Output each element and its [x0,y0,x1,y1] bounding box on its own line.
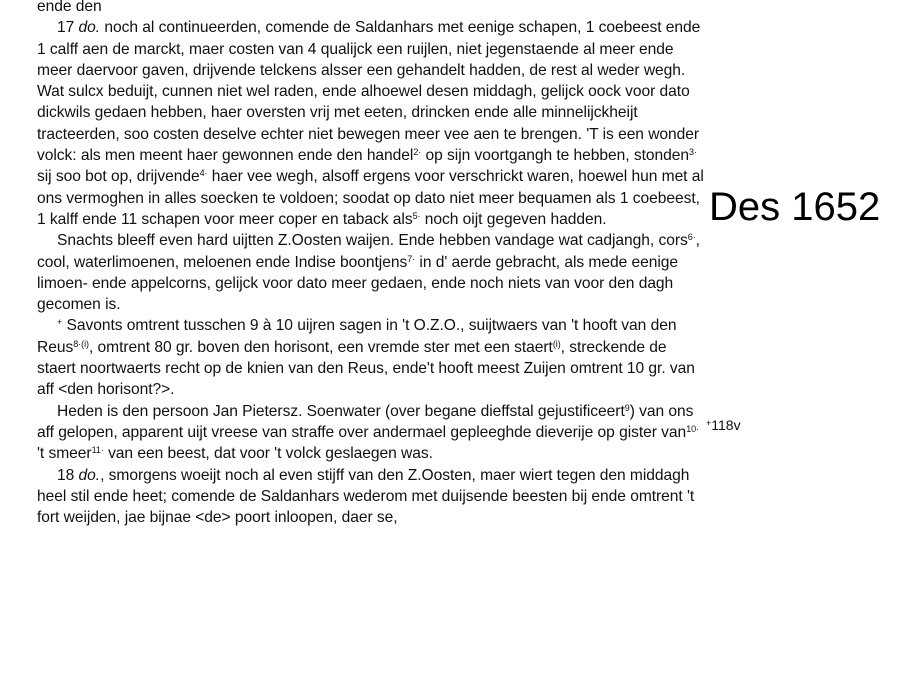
text-run: Heden is den persoon Jan Pietersz. Soenwater (over begane dieffstal gejustificeert [57,402,625,420]
text-run: in d' aerde gebracht, als mede eenige limoen- ende appelcorns, gelijck voor dato meer gedaen, ende noch niets van voor den dagh gecomen is. [37,253,679,314]
folio-mark-inline: + [57,317,63,328]
text-run: Savonts omtrent tusschen 9 à 10 uijren sagen in 't O.Z.O., suijtwaers van 't hooft van den Reus [37,317,677,356]
document-body [37,0,705,528]
running-header-year: Des 1652 [709,185,881,229]
paragraph-entry-17 [37,17,705,230]
folio-number: 118v [711,417,741,433]
text-run: 't smeer [37,445,92,463]
text-run: , omtrent 80 gr. boven den horisont, een vremde ster met een staert [88,338,553,356]
footnote-ref: 7· [407,253,416,264]
footnote-ref: 10· [686,423,700,434]
paragraph-night-wind [37,230,705,315]
text-run: op sijn voortgangh te hebben, stonden [421,147,689,165]
paragraph-fragment: ende den [37,0,102,15]
entry-date: 18 [57,466,75,484]
footnote-ref: 5· [412,210,421,221]
footnote-ref: 6· [687,232,696,243]
footnote-ref: 9 [624,402,630,413]
text-run: ) van ons aff gelopen, apparent uijt vreese van straffe over andermael gepleeghde dieverije op gister van [37,402,694,441]
footnote-ref: 11· [91,445,104,456]
ditto-abbreviation: do. [78,466,101,484]
footnote-ref: 4· [199,168,208,179]
text-run: haer vee wegh, alsoff ergens voor verschrickt waren, hoewel hun met al ons vermoghen in alles soecken te voldoen; soodat op dato niet meer bequamen als 1 coebeest, 1 kalff ende 11 schapen voor meer coper en taback als [37,168,704,228]
text-run: , streckende de staert noortwaerts recht op de knien van den Reus, ende't hooft meest Zuijen omtrent 10 gr. van aff <den horisont?>. [37,338,695,399]
entry-date: 17 [57,19,75,37]
footnote-ref: 3· [688,147,697,158]
folio-mark: + [706,418,712,428]
footnote-ref: 2· [413,147,422,158]
text-run: Snachts bleeff even hard uijtten Z.Oosten waijen. Ende hebben vandage wat cadjangh, cors [57,232,688,250]
text-run: noch oijt gegeven hadden. [420,210,607,228]
text-run: van een beest, dat voor 't volck geslaegen was. [103,445,433,463]
text-run: noch al continueerden, comende de Saldanhars met eenige schapen, 1 coebeest ende 1 calff aen de marckt, maer costen van 4 qualijck een ruijlen, niet jegenstaende al meer ende meer daervoor gaven, drijvende telckens alsser een gehandelt hadden, de rest al weder wegh. Wat sulcx beduijt, cunnen niet wel raden, ende alhoewel desen middagh, gelijck oock voor dato dickwils gedaen hebben, haer oversten vrij met eeten, drincken ende alle minnelijckheijt tracteerden, soo costen deselve echter niet bewegen meer vee aen te brengen. 'T is een wonder volck: als men meent haer gewonnen ende den handel [37,19,701,165]
text-run: , smorgens woeijt noch al even stijff van den Z.Oosten, maer wiert tegen den middagh heel stil ende heet; comende de Saldanhars wederom met duijsende beesten bij ende omtrent 't fort weijden, jae bijnae <de> poort inloopen, daer se, [37,466,695,527]
footnote-ref: 8·(i) [73,338,89,349]
footnote-ref: (i) [552,338,561,349]
text-run: , cool, waterlimoenen, meloenen ende Indise boontjens [37,232,700,271]
text-run: sij soo bot op, drijvende [37,168,200,186]
paragraph-entry-18 [37,465,705,529]
folio-reference [706,416,741,434]
ditto-abbreviation: do. [78,19,101,37]
paragraph-comet [37,315,705,400]
paragraph-runaway [37,401,705,465]
